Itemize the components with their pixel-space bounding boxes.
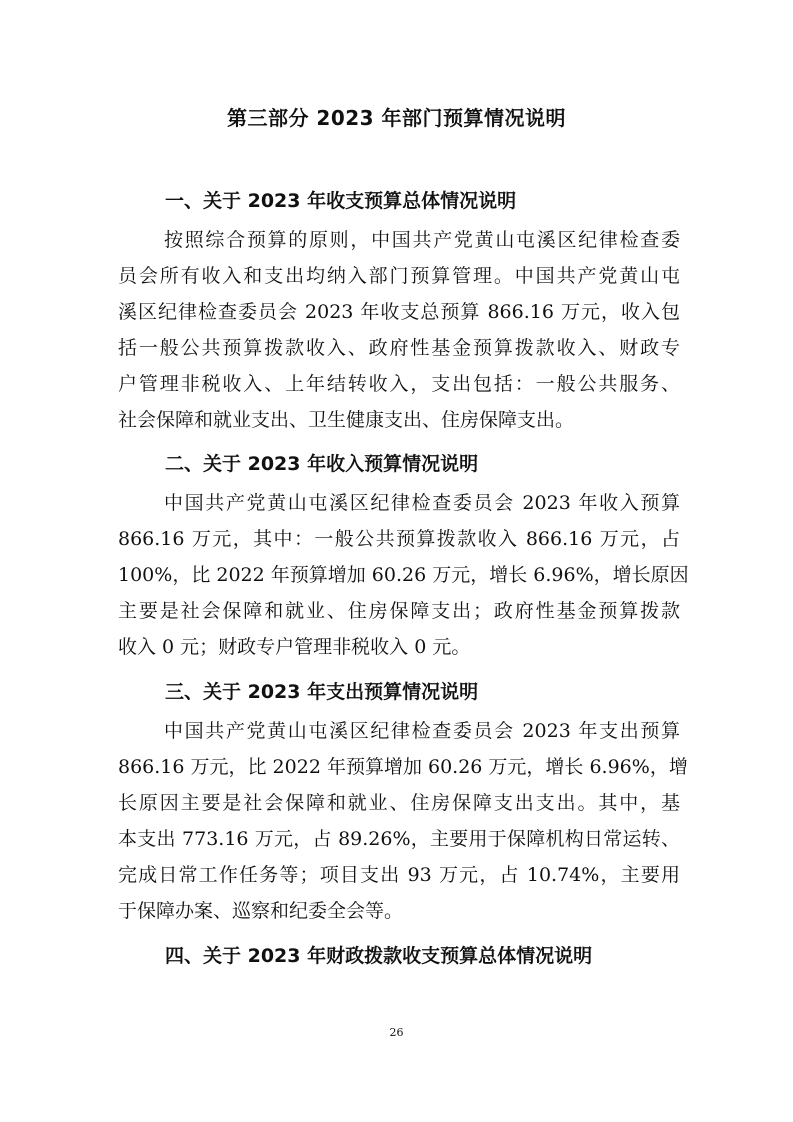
paragraph-line: 括一般公共预算拨款收入、政府性基金预算拨款收入、财政专 bbox=[118, 337, 680, 359]
paragraph-line: 收入 0 元；财政专户管理非税收入 0 元。 bbox=[118, 636, 471, 658]
paragraph-line: 社会保障和就业支出、卫生健康支出、住房保障支出。 bbox=[118, 409, 575, 431]
paragraph-line: 长原因主要是社会保障和就业、住房保障支出支出。其中，基 bbox=[118, 792, 680, 814]
paragraph-line: 中国共产党黄山屯溪区纪律检查委员会 2023 年收入预算 bbox=[164, 492, 680, 514]
document-title: 第三部分 2023 年部门预算情况说明 bbox=[226, 106, 567, 130]
paragraph-line: 完成日常工作任务等；项目支出 93 万元，占 10.74%，主要用 bbox=[118, 864, 680, 886]
paragraph-line: 866.16 万元，比 2022 年预算增加 60.26 万元，增长 6.96%，增 bbox=[118, 756, 688, 778]
paragraph-line: 中国共产党黄山屯溪区纪律检查委员会 2023 年支出预算 bbox=[164, 720, 680, 742]
paragraph-line: 866.16 万元，其中：一般公共预算拨款收入 866.16 万元，占 bbox=[118, 528, 680, 550]
paragraph-line: 本支出 773.16 万元，占 89.26%，主要用于保障机构日常运转、 bbox=[118, 828, 680, 850]
paragraph-line: 溪区纪律检查委员会 2023 年收支总预算 866.16 万元，收入包 bbox=[118, 301, 680, 323]
paragraph-line: 员会所有收入和支出均纳入部门预算管理。中国共产党黄山屯 bbox=[118, 265, 680, 287]
page-number: 26 bbox=[389, 1026, 404, 1039]
section-1-paragraph bbox=[118, 222, 680, 438]
section-3-heading: 三、关于 2023 年支出预算情况说明 bbox=[165, 681, 479, 703]
paragraph-line: 户管理非税收入、上年结转收入，支出包括：一般公共服务、 bbox=[118, 373, 680, 395]
section-2-heading: 二、关于 2023 年收入预算情况说明 bbox=[165, 453, 479, 475]
section-3-paragraph bbox=[118, 713, 688, 929]
section-2-paragraph bbox=[118, 485, 689, 665]
paragraph-line: 100%，比 2022 年预算增加 60.26 万元，增长 6.96%，增长原因 bbox=[118, 564, 689, 586]
paragraph-line: 按照综合预算的原则，中国共产党黄山屯溪区纪律检查委 bbox=[164, 229, 680, 251]
section-4-heading: 四、关于 2023 年财政拨款收支预算总体情况说明 bbox=[165, 945, 593, 967]
paragraph-line: 主要是社会保障和就业、住房保障支出；政府性基金预算拨款 bbox=[118, 600, 680, 622]
section-1-heading: 一、关于 2023 年收支预算总体情况说明 bbox=[165, 190, 517, 212]
paragraph-line: 于保障办案、巡察和纪委全会等。 bbox=[118, 900, 404, 922]
